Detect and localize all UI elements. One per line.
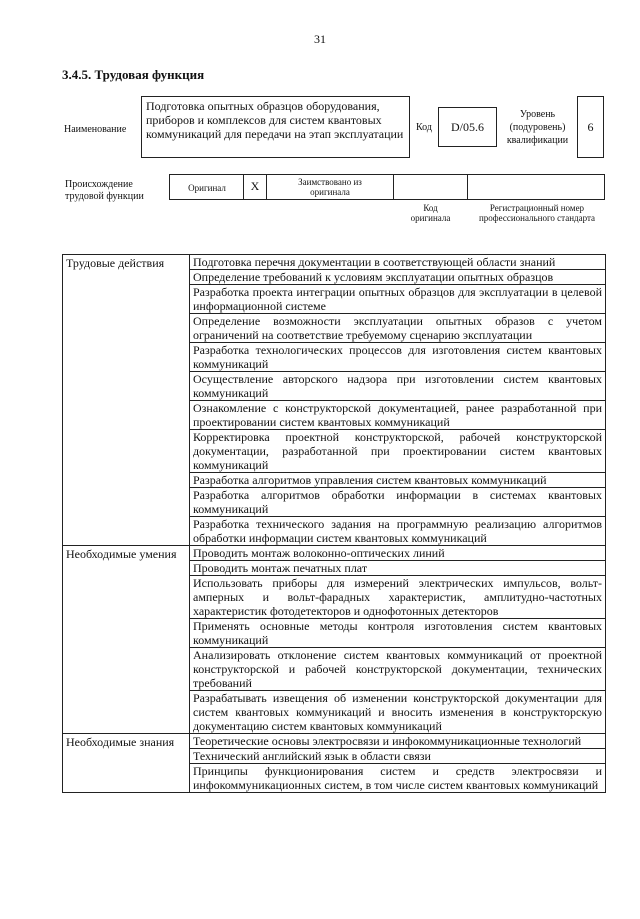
level-label: Уровень (подуровень) квалификации — [506, 109, 569, 146]
table-row — [63, 255, 606, 270]
table-row — [63, 734, 606, 749]
list-item: Использовать приборы для измерений электрических импульсов, вольт-амперных и вольт-фарадных характеристик, амплитудно-частотных характеристик фотодетекторов и однофотонных детекторов — [190, 576, 606, 619]
category-required-knowledge: Необходимые знания — [63, 734, 190, 793]
reg-number-label: Регистрационный номер профессионального стандарта — [478, 203, 596, 223]
original-mark: X — [250, 179, 260, 193]
list-item: Подготовка перечня документации в соответствующей области знаний — [190, 255, 606, 270]
origin-label: Происхождение трудовой функции — [65, 179, 144, 202]
code-label: Код — [416, 122, 432, 133]
list-item: Разработка технического задания на программную реализацию алгоритмов обработки информации систем квантовых коммуникаций — [190, 517, 606, 546]
borrowed-code-cell — [393, 174, 468, 200]
page-number: 31 — [314, 32, 326, 46]
section-heading: 3.4.5. Трудовая функция — [62, 67, 205, 82]
list-item: Проводить монтаж волоконно-оптических линий — [190, 546, 606, 561]
list-item: Определение требований к условиям эксплуатации опытных образцов — [190, 270, 606, 285]
list-item: Осуществление авторского надзора при изготовлении систем квантовых коммуникаций — [190, 372, 606, 401]
name-value: Подготовка опытных образцов оборудования, приборов и комплексов для систем квантовых коммуникаций для передачи на этап эксплуатации — [141, 96, 410, 158]
name-label: Наименование — [64, 124, 127, 135]
borrowed-label: Заимствовано из оригинала — [298, 177, 362, 197]
list-item: Определение возможности эксплуатации опытных образов с учетом ограничений на соответствие требуемому сценарию эксплуатации — [190, 314, 606, 343]
list-item: Корректировка проектной конструкторской, рабочей конструкторской документации, разработанной при проектировании систем квантовых коммуникаций — [190, 430, 606, 473]
list-item: Разработка алгоритмов управления систем квантовых коммуникаций — [190, 473, 606, 488]
list-item: Разработка технологических процессов для изготовления систем квантовых коммуникаций — [190, 343, 606, 372]
original-label: Оригинал — [188, 183, 226, 193]
labor-function-table — [62, 254, 606, 793]
list-item: Проводить монтаж печатных плат — [190, 561, 606, 576]
list-item: Разрабатывать извещения об изменении конструкторской документации для систем квантовых коммуникаций и вносить изменения в конструкторскую документацию систем квантовых коммуникаций — [190, 691, 606, 734]
list-item: Разработка алгоритмов обработки информации в системах квантовых коммуникаций — [190, 488, 606, 517]
list-item: Анализировать отклонение систем квантовых коммуникаций от проектной конструкторской и рабочей конструкторской документации, технических требований — [190, 648, 606, 691]
list-item: Разработка проекта интеграции опытных образцов для эксплуатации в целевой информационной системе — [190, 285, 606, 314]
list-item: Теоретические основы электросвязи и инфокоммуникационные технологий — [190, 734, 606, 749]
code-value: D/05.6 — [438, 107, 497, 147]
code-original-label: Код оригинала — [410, 203, 451, 223]
list-item: Принципы функционирования систем и средств электросвязи и инфокоммуникационных систем, в том числе систем квантовых коммуникаций — [190, 764, 606, 793]
level-value: 6 — [577, 96, 604, 158]
list-item: Применять основные методы контроля изготовления систем квантовых коммуникаций — [190, 619, 606, 648]
table-row — [63, 546, 606, 561]
category-labor-actions: Трудовые действия — [63, 255, 190, 546]
category-required-skills: Необходимые умения — [63, 546, 190, 734]
list-item: Ознакомление с конструкторской документацией, ранее разработанной при проектировании систем квантовых коммуникаций — [190, 401, 606, 430]
list-item: Технический английский язык в области связи — [190, 749, 606, 764]
